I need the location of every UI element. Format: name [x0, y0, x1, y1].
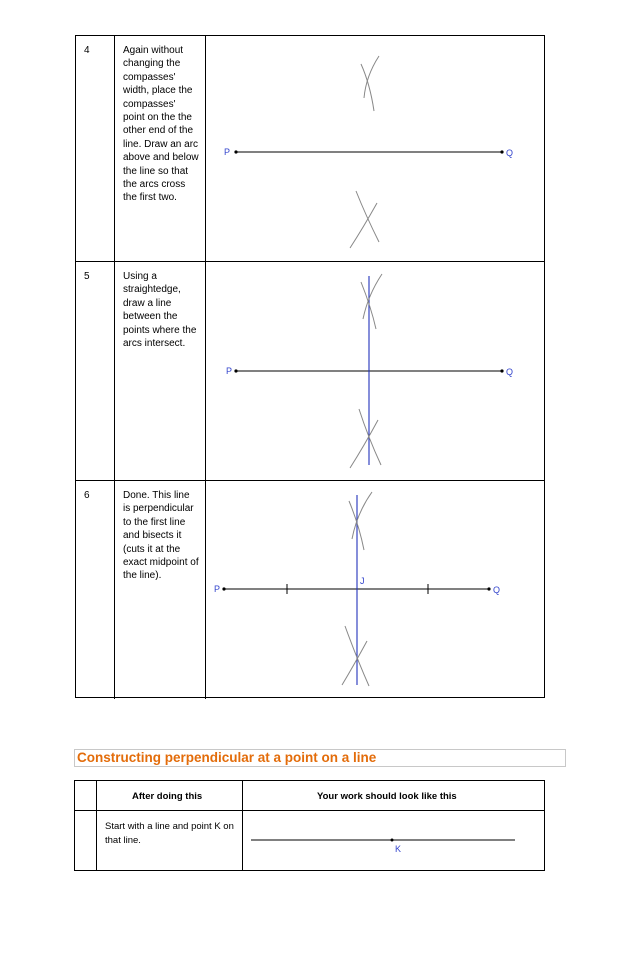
figure-line-with-point-k	[243, 811, 545, 871]
point-p	[234, 369, 237, 372]
step-instruction: Using a straightedge, draw a line between the points where the arcs intersect.	[115, 262, 206, 480]
step-instruction: Start with a line and point K on that line.	[105, 821, 234, 846]
step-number: 4	[76, 36, 115, 261]
label-q: Q	[506, 148, 514, 158]
section-title: Constructing perpendicular at a point on a line	[74, 749, 566, 767]
arc-lower-left	[356, 191, 379, 242]
step-figure	[206, 36, 546, 261]
label-j: J	[360, 576, 365, 586]
label-p: P	[214, 584, 221, 594]
arc-lower-left	[359, 409, 381, 465]
step-instruction: Done. This line is perpendicular to the first line and bisects it (cuts it at the exact midpoint of the line).	[115, 481, 206, 699]
point-q	[500, 369, 503, 372]
step-number: 5	[76, 262, 115, 480]
step-row	[76, 36, 544, 262]
figure-step-5	[206, 262, 546, 481]
arc-upper-right	[363, 274, 382, 319]
step-instruction: Again without changing the compasses' width, place the compasses' point on the the other end of the line. Draw an arc above and below the line so that the arcs cross the first two.	[115, 36, 206, 261]
step-number-column	[75, 781, 97, 870]
step-number: 6	[76, 481, 115, 699]
point-p	[222, 587, 225, 590]
point-p	[234, 150, 237, 153]
step-row	[76, 481, 544, 699]
construction-steps-table	[75, 35, 545, 698]
step-figure	[206, 262, 546, 480]
label-q: Q	[493, 585, 501, 595]
label-p: P	[226, 366, 233, 376]
arc-lower-right	[342, 641, 367, 685]
arc-lower-right	[350, 420, 378, 468]
perpendicular-at-point-table	[74, 780, 545, 871]
arc-upper-left	[361, 64, 374, 111]
figure-step-6	[206, 481, 546, 699]
figure-step-4	[206, 36, 546, 262]
step-figure	[206, 481, 546, 699]
point-q	[500, 150, 503, 153]
step-row	[76, 262, 544, 481]
point-k	[391, 839, 394, 842]
label-k: K	[395, 844, 402, 854]
header-your-work: Your work should look like this	[317, 791, 457, 802]
label-q: Q	[506, 367, 514, 377]
point-q	[487, 587, 490, 590]
header-after-doing-this: After doing this	[132, 791, 203, 802]
label-p: P	[224, 147, 231, 157]
